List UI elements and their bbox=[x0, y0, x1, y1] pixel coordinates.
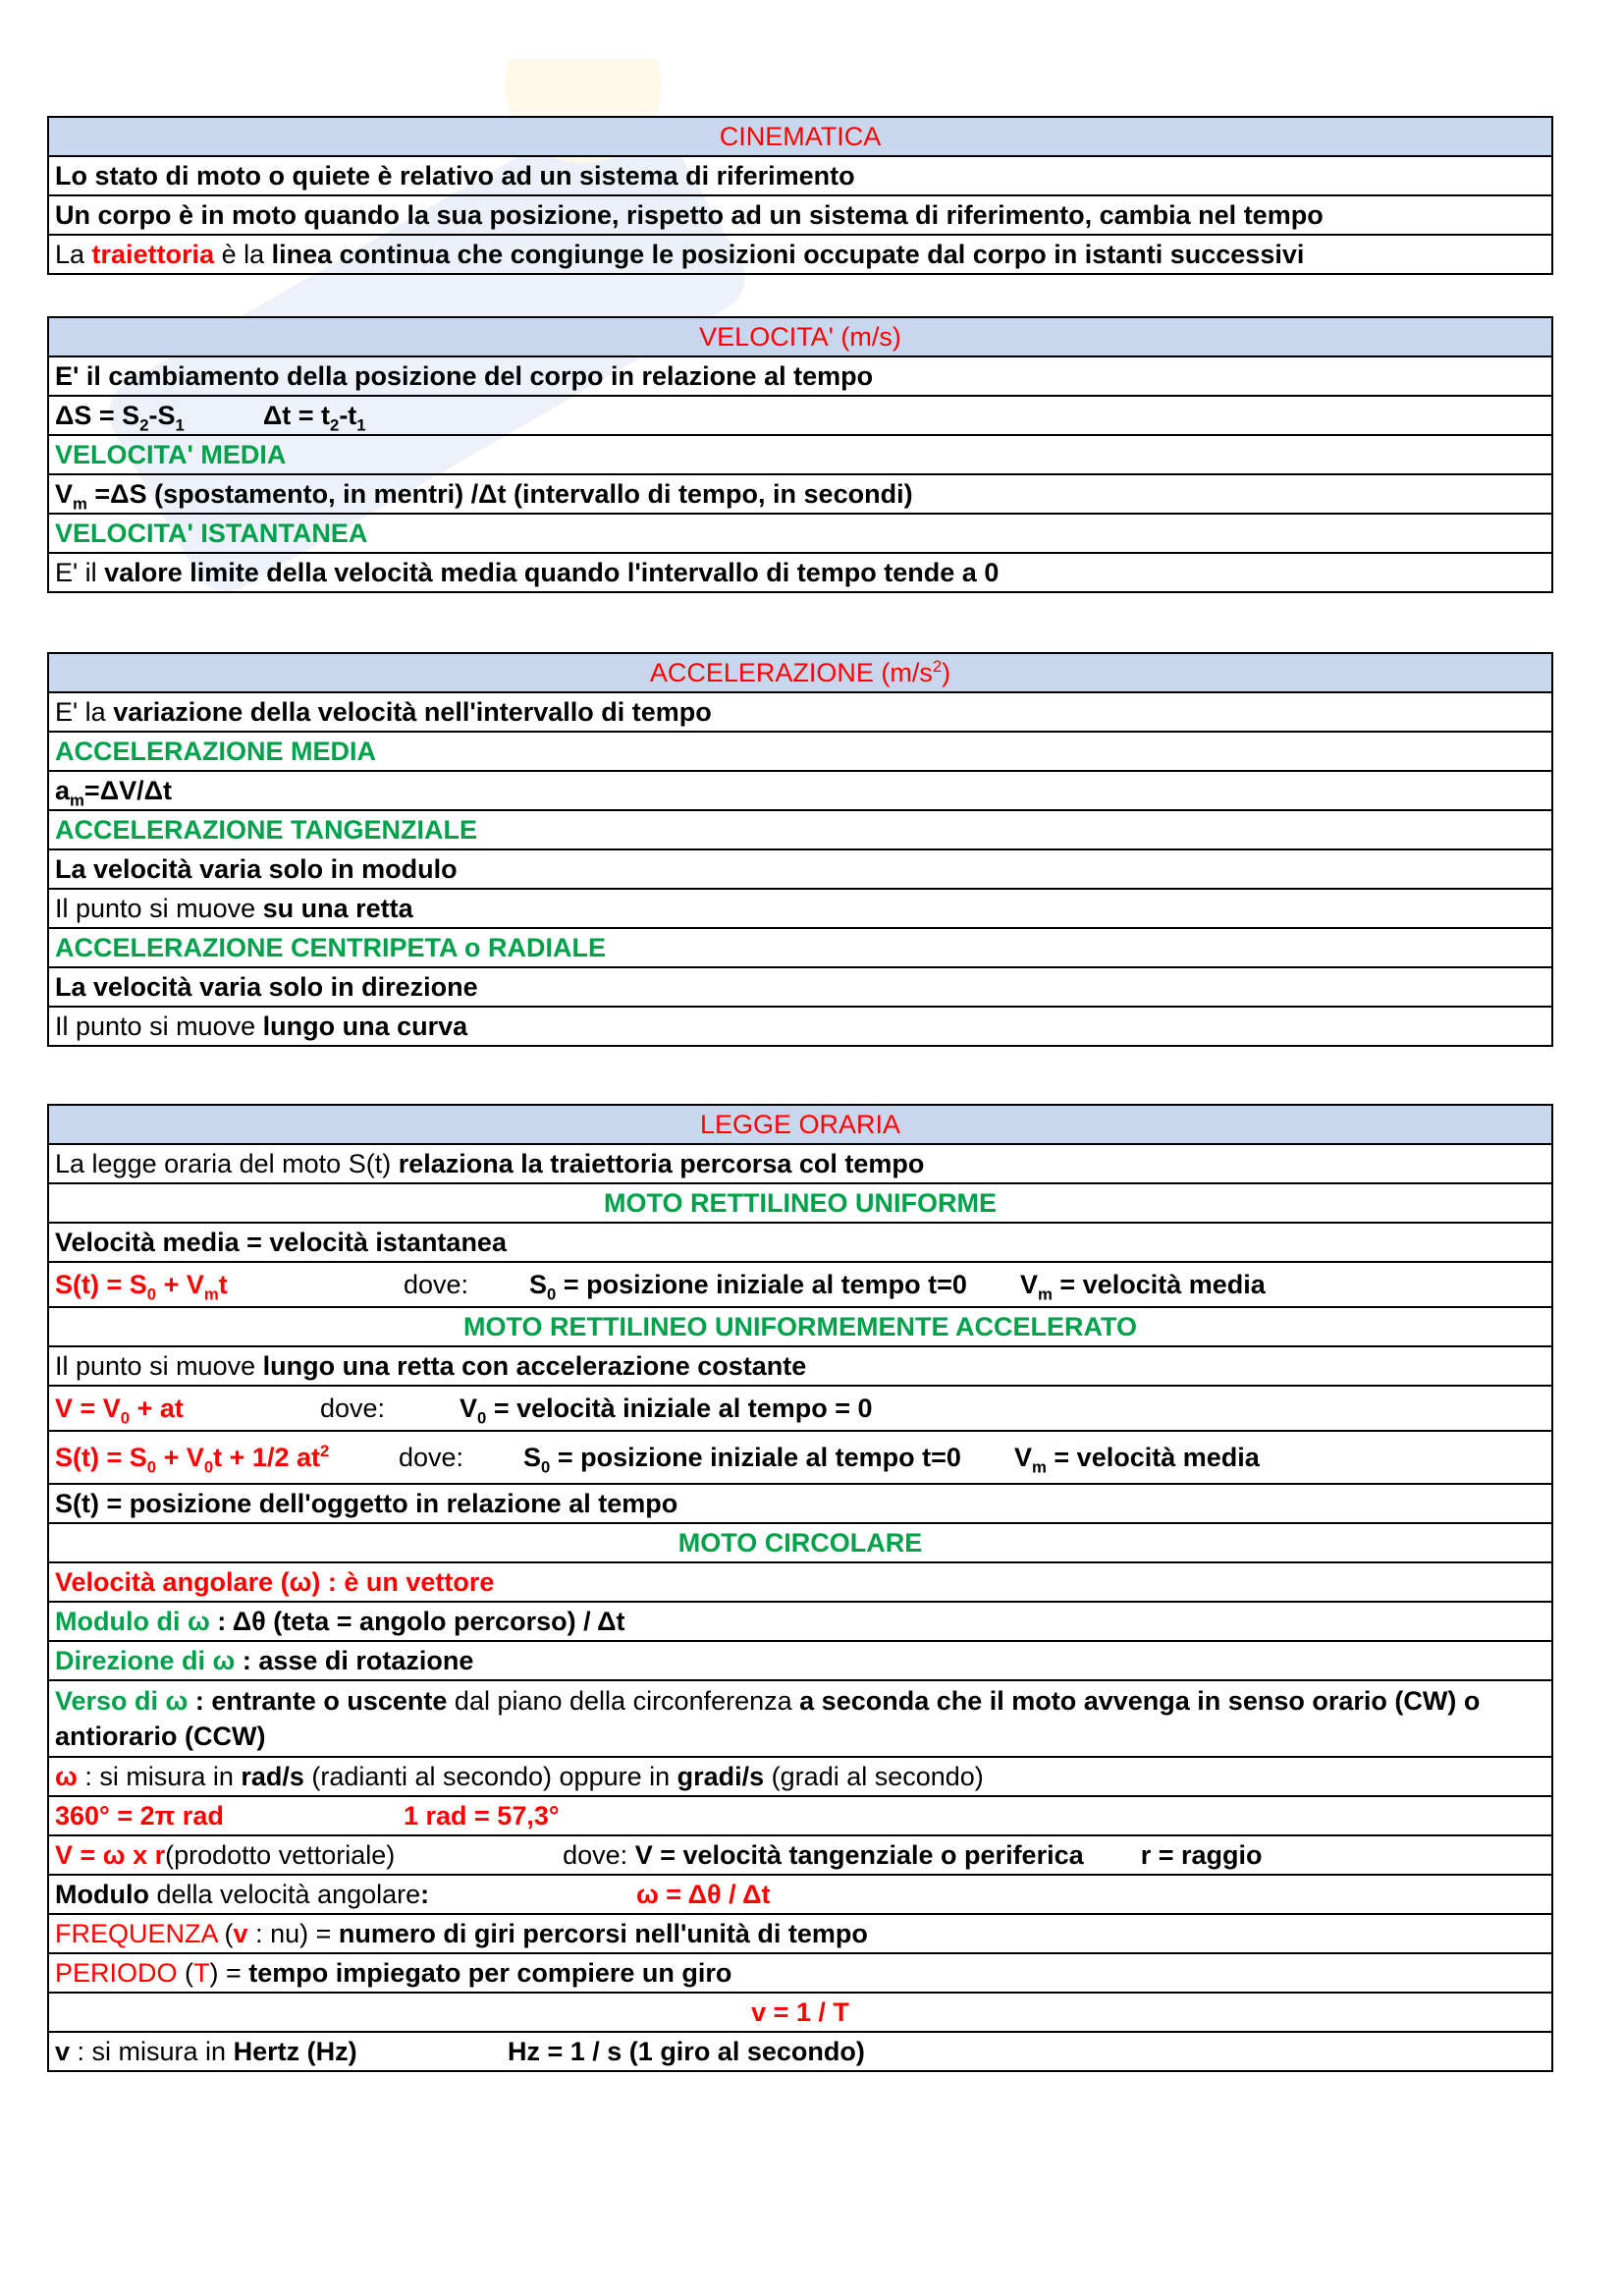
cinematica-table bbox=[47, 116, 1553, 275]
tangential-velocity-line: V = ω x r(prodotto vettoriale) dove: V = velocità tangenziale o periferica r = raggio bbox=[48, 1835, 1552, 1875]
velocita-table bbox=[47, 316, 1553, 593]
velocita-delta-formulas: $\Delta S = S_2-S_1$ $\Delta t = t_2-t_1$ bbox=[48, 396, 1552, 435]
velocita-definition: E' il cambiamento della posizione del corpo in relazione al tempo bbox=[48, 356, 1552, 396]
accelerazione-centripeta-line-2: Il punto si muove lungo una curva bbox=[48, 1007, 1552, 1046]
cinematica-line-2: Un corpo è in moto quando la sua posizione, rispetto ad un sistema di riferimento, cambia nel tempo bbox=[48, 195, 1552, 235]
cinematica-line-3: La traiettoria è la linea continua che congiunge le posizioni occupate dal corpo in istanti successivi bbox=[48, 235, 1552, 274]
omega-unit-line: ω : si misura in rad/s (radianti al secondo) oppure in gradi/s (gradi al secondo) bbox=[48, 1757, 1552, 1796]
velocita-media-title: VELOCITA' MEDIA bbox=[48, 435, 1552, 474]
velocita-media-formula: $V_m =\Delta S$ (spostamento, in mentri) /Δt (intervallo di tempo, in secondi) bbox=[48, 474, 1552, 514]
frequenza-line: FREQUENZA (v : nu) = numero di giri percorsi nell'unità di tempo bbox=[48, 1914, 1552, 1953]
accelerazione-definition: E' la variazione della velocità nell'intervallo di tempo bbox=[48, 692, 1552, 732]
legge-oraria-intro: La legge oraria del moto S(t) relaziona la traiettoria percorsa col tempo bbox=[48, 1144, 1552, 1183]
mrua-title: MOTO RETTILINEO UNIFORMEMENTE ACCELERATO bbox=[48, 1307, 1552, 1346]
hertz-line: v : si misura in Hertz (Hz) Hz = 1 / s (1 giro al secondo) bbox=[48, 2032, 1552, 2071]
accelerazione-title: ACCELERAZIONE $(m/s^2)$ bbox=[48, 653, 1552, 692]
accelerazione-table bbox=[47, 652, 1553, 1047]
accelerazione-media-formula: $a_m=\Delta V/\Delta t$ bbox=[48, 771, 1552, 810]
mru-line-1: Velocità media = velocità istantanea bbox=[48, 1223, 1552, 1262]
cinematica-title: CINEMATICA bbox=[48, 117, 1552, 156]
verso-omega-line: Verso di ω : entrante o uscente dal piano della circonferenza a seconda che il moto avvenga in senso orario (CW) o antiorario (CCW) bbox=[48, 1680, 1552, 1757]
modulo-velocita-angolare-line: Modulo della velocità angolare: ω = Δθ / Δt bbox=[48, 1875, 1552, 1914]
accelerazione-centripeta-title: ACCELERAZIONE CENTRIPETA o RADIALE bbox=[48, 928, 1552, 967]
mrua-st-line: S(t) = posizione dell'oggetto in relazione al tempo bbox=[48, 1484, 1552, 1523]
accelerazione-tangenziale-line-2: Il punto si muove su una retta bbox=[48, 889, 1552, 928]
cinematica-line-1: Lo stato di moto o quiete è relativo ad un sistema di riferimento bbox=[48, 156, 1552, 195]
velocita-istantanea-title: VELOCITA' ISTANTANEA bbox=[48, 514, 1552, 553]
direzione-omega-line: Direzione di ω : asse di rotazione bbox=[48, 1641, 1552, 1680]
velocita-angolare-line: Velocità angolare (ω) : è un vettore bbox=[48, 1562, 1552, 1602]
velocita-title: VELOCITA' (m/s) bbox=[48, 317, 1552, 356]
mrua-velocity-row: $V = V_0$ + at dove: $V_0$ = velocità iniziale al tempo = 0 bbox=[48, 1386, 1552, 1431]
velocita-istantanea-def: E' il valore limite della velocità media quando l'intervallo di tempo tende a 0 bbox=[48, 553, 1552, 592]
mrua-position-row: $S(t) = S_0 + V_0t + 1/2$ $at^2$ dove: $S_0$ = posizione iniziale al tempo t=0 $V_m$ = velocità media bbox=[48, 1431, 1552, 1484]
legge-oraria-title: LEGGE ORARIA bbox=[48, 1105, 1552, 1144]
legge-oraria-table bbox=[47, 1104, 1553, 2072]
mru-title: MOTO RETTILINEO UNIFORME bbox=[48, 1183, 1552, 1223]
frequenza-periodo-formula: v = 1 / T bbox=[48, 1993, 1552, 2032]
mrua-line-1: Il punto si muove lungo una retta con accelerazione costante bbox=[48, 1346, 1552, 1386]
modulo-omega-line: Modulo di ω : Δθ (teta = angolo percorso) / Δt bbox=[48, 1602, 1552, 1641]
periodo-line: PERIODO (T) = tempo impiegato per compiere un giro bbox=[48, 1953, 1552, 1993]
moto-circolare-title: MOTO CIRCOLARE bbox=[48, 1523, 1552, 1562]
degree-radian-line: 360° = 2π rad 1 rad = 57,3° bbox=[48, 1796, 1552, 1835]
accelerazione-tangenziale-line-1: La velocità varia solo in modulo bbox=[48, 849, 1552, 889]
accelerazione-centripeta-line-1: La velocità varia solo in direzione bbox=[48, 967, 1552, 1007]
accelerazione-tangenziale-title: ACCELERAZIONE TANGENZIALE bbox=[48, 810, 1552, 849]
mru-formula-row: $S(t) = S_0 + V_mt$ dove: $S_0$ = posizione iniziale al tempo t=0 $V_m$ = velocità media bbox=[48, 1262, 1552, 1307]
accelerazione-media-title: ACCELERAZIONE MEDIA bbox=[48, 732, 1552, 771]
